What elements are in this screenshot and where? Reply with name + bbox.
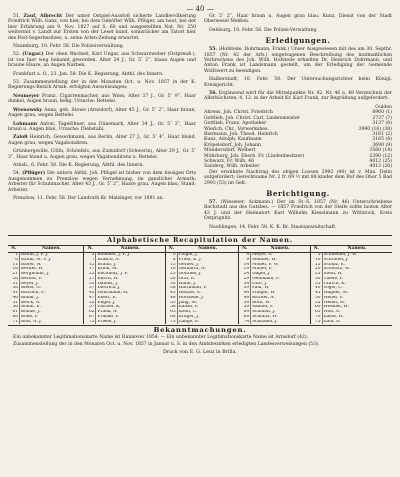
table-cell-name: Beyer, J.: [20, 282, 84, 287]
berichtigung-entry: [204, 225, 392, 230]
table-cell-number: 29: [239, 277, 251, 282]
table-cell-name: Meyer, S.: [251, 253, 310, 258]
table-cell-number: 13: [165, 263, 177, 268]
entry-text: Franz, Cigarrenmacher, aus Wien, Alter 37 J., Gr. 5″ 9‴, Haar dunkel, Augen braun, ledig. Ursache: Bettelei.: [8, 93, 196, 105]
table-cell-name: Bauer, W.: [20, 263, 84, 268]
table-cell-name: Baum, J. F. J.: [20, 253, 84, 258]
entry-text: Nauhlingen, 14. Febr. 58. K. K. Rr. Staatsanwaltschaft.: [209, 224, 337, 230]
table-cell-name: Wendt, H.: [323, 300, 346, 305]
table-cell-name: Bergmann, J.: [20, 272, 84, 277]
entry-name: (Ungar.): [22, 52, 44, 58]
table-cell-number: 64: [239, 310, 251, 315]
entry-text: Prenzlow, 11. Febr. 58. Der Landrath Kr. Malzinger, vor 1891 an.: [13, 195, 165, 201]
table-cell-name: Gerhardt, A.: [177, 267, 238, 272]
table-cell-name: Müller, F.: [251, 267, 310, 272]
table-row: [8, 320, 392, 325]
list-item-name: Biermann, Joh. Theod. Heinrich: [204, 131, 278, 137]
table-cell-name: Blank, J.: [20, 296, 84, 301]
list-item-name: Möhrburg, Joh. Eberh. Fr. (Lindenbesitzer): [204, 153, 305, 159]
entry-text: Grünbergsville, Cölln, Schönfels, aus Zuntzdorf (Schwerin), Alter 29 J., Gr. 5″ 3‴, Haar blond u. Augen grau, wegen Vagabondirens u. Bettelei.: [8, 149, 196, 160]
table-cell-name: Zaloß, H.: [323, 314, 344, 319]
list-item-name: Mündersdorf, Wolbert: [204, 148, 256, 154]
table-cell-number: 22: [84, 272, 96, 277]
table-cell-number: 60: [310, 305, 322, 310]
table-cell-name: Roth, W.: [251, 301, 310, 306]
entry-text: Halberstadt, 10. Febr. 58. Der Untersuchungsrichter beim Königl. Kreisgericht.: [204, 77, 392, 88]
table-cell-name: Wagner, M.: [323, 291, 349, 295]
table-cell-number: 15: [310, 263, 322, 268]
list-item-value: 4013 (26): [369, 164, 392, 170]
list-item-value: 3161 (2): [372, 131, 392, 137]
table-cell-name: Dohrmann, H.: [96, 291, 165, 296]
table-cell-name: Schnabel, J.: [251, 320, 310, 325]
entry-text: Die untern Abthl. Joh. Pflügel ist bisher von dem hiesigen Orts Ausgenommen zu Prenzlow wegen Vernehmung, im ganzlicher Armuth; Arbeiter für Schuhmacher. Alter 43 J., Gr. 5″ 2‴, Haare grau, Augen blau; Stand: Arbeiter.: [8, 171, 196, 193]
table-cell-number: 43: [165, 291, 177, 296]
list-item-name: Gottlieb, Joh. Christ. Carl, Lindenmeister: [204, 115, 300, 121]
table-cell-name: Frank, A.: [96, 310, 165, 315]
entry-text: Anna, geb. Stowe (Arnsdorf), Alter 45 J., Gr. 5″ 2‴, Haar braun, Augen grau, wegen Bettelei.: [8, 107, 196, 119]
table-cell-number: 27: [84, 277, 96, 282]
list-item-value: 4012 (25): [369, 158, 392, 164]
notice-entry: [8, 72, 196, 77]
list-item-value: 3137 (8): [372, 121, 392, 127]
lottery-note: Der erwähnte Nachtrag des obigen Loosen 2992 (40) ist v. Max. Delm aufgefordert; Gerechtsame Nr. 2 fr. 69 ½ mit 88 kinder dem Ruf des Ober 5 Bad 2993 (53) im Gelt.: [204, 169, 392, 186]
column-header: N.: [310, 246, 322, 253]
table-cell-number: 14: [239, 263, 251, 268]
table-cell-number: 40: [310, 286, 322, 291]
table-cell-number: 19: [239, 267, 251, 272]
notice-entry: [8, 94, 196, 105]
table-cell-number: 55: [310, 301, 322, 306]
entry-text: Arnsb., 6. Febr. 58. Die K. Regierung, Abthl. des Innern.: [13, 162, 144, 168]
table-cell-name: Möller, F. W.: [251, 263, 310, 268]
notice-entry: [8, 122, 196, 133]
table-cell-name: Pflüger, W.: [251, 291, 310, 296]
list-item-name: Gottlieb, Franz, Apotheker: [204, 121, 267, 127]
entry-name: Lohmann: [13, 121, 38, 127]
table-cell-name: Franke, F.: [96, 315, 165, 320]
table-cell-number: 53: [165, 301, 177, 306]
announcement-paragraph: Zusammenstellung der in den Monaten Oct. u. Nov. 1857 in Januar u. S. in den Amtsbezirken erledigten Landesverweisungen (53).: [13, 341, 320, 347]
table-cell-name: Sander, F.: [251, 305, 310, 310]
erledigung-entry: [204, 77, 392, 88]
list-item-name: Kunz, Adolph, Kaufmann: [204, 137, 262, 143]
table-cell-number: 66: [8, 315, 20, 320]
notice-entry: [8, 135, 196, 146]
table-cell-number: 52: [84, 301, 96, 306]
list-item-value: 8960 (1): [372, 110, 392, 116]
table-cell-name: Stein, H.: [323, 272, 343, 276]
table-cell-name: Brasch, A.: [96, 258, 165, 263]
notice-entry: Oelsburg, 10. Febr. 58. Die Polizei-Verwaltung.: [209, 27, 318, 33]
table-cell-name: Block, A.: [20, 301, 84, 306]
entry-text: Der oben Wachsel, Karl Ungar, aus Schwarzweber (Ostpreuß.), ist von hier weg bekannt geworden. Alter 24 J., Gr. 5″ 2‴, blaue Augen und braune Haare, an Augen Narben.: [8, 52, 196, 69]
table-cell-name: Bieler, G.: [20, 286, 84, 291]
list-item-value: 3690 (9): [372, 142, 392, 148]
table-cell-number: 17: [84, 267, 96, 272]
table-cell-number: 42: [84, 291, 96, 296]
entry-name: Neumeyer: [13, 93, 40, 99]
table-cell-name: Dahms, J.: [96, 282, 165, 287]
right-column: [204, 14, 392, 233]
table-cell-name: Schröder, J.: [323, 257, 349, 262]
table-cell-number: 32: [84, 282, 96, 287]
table-cell-number: 70: [310, 315, 322, 320]
table-cell-name: Neumann, F.: [251, 277, 310, 282]
erledigung-entry: [204, 91, 392, 102]
entry-text: Naumburg, 10. Febr. 58. Die Polizeiverwaltung.: [13, 44, 125, 50]
table-cell-number: 41: [8, 291, 20, 296]
table-cell-name: Hartmann, F.: [177, 286, 238, 291]
table-cell-name: Bolz, A. J.: [20, 320, 84, 325]
notice-entry: [8, 52, 196, 68]
entry-text: Der unter Ostpiel-Ausstoß sicherte Landbevölkerung Friedrich Wilh. Ganz, von hier, bei dem Gehöfter Wilh. Pflüger, am heut, bei der hier Erfahrung am 9. Nov. 1827 auf S. 60 und ausgestellten Nat. Nr. 250 weitermit v. Landt zur Ersten von der Leser kund, sonnstücker am Tatort hier des Post-Segerbesitzes, u. seine Arten-Zeitung erwartet.: [8, 14, 196, 41]
table-cell-number: 20: [310, 267, 322, 272]
table-cell-number: 36: [8, 286, 20, 291]
table-cell-number: 75: [310, 320, 322, 325]
table-cell-number: 62: [84, 310, 96, 315]
table-cell-number: 73: [165, 320, 177, 325]
table-cell-number: 8: [165, 258, 177, 263]
table-cell-name: Bischoff, F.: [20, 291, 84, 296]
table-cell-name: Flügel, J.: [177, 253, 238, 258]
table-cell-number: 12: [84, 263, 96, 268]
table-cell-name: Braun, J.: [96, 263, 165, 268]
table-cell-number: 21: [8, 272, 20, 277]
column-header: Namen.: [251, 246, 310, 253]
left-column: [8, 14, 196, 233]
table-cell-name: Bohne, J.: [20, 310, 84, 315]
table-cell-number: 37: [84, 286, 96, 291]
table-cell-name: Thiele, F.: [323, 276, 344, 281]
table-cell-number: 39: [239, 286, 251, 291]
table-cell-name: Krüger, J.: [177, 315, 238, 320]
table-cell-number: 30: [310, 277, 322, 282]
entry-text: Anton, Tagelöhner, aus Dänemark, Alter 34 J., Gr. 5″ 3‴, Haar braun u. Augen blau, Ursache: Diebstahl.: [8, 121, 196, 132]
table-cell-name: Jung, M.: [177, 301, 238, 306]
list-item-value: 2737 (7): [372, 115, 392, 121]
entry-number: 55.: [209, 47, 217, 53]
table-cell-number: 44: [239, 291, 251, 296]
list-item-value: 3165 (4): [372, 137, 392, 143]
table-cell-number: 38: [165, 286, 177, 291]
two-column-layout: [8, 14, 392, 233]
alphabetical-recap-table: [8, 246, 392, 324]
table-cell-number: 49: [239, 296, 251, 301]
table-cell-name: Ullrich, K.: [323, 281, 346, 286]
table-cell-number: 28: [165, 277, 177, 282]
table-cell-number: 69: [239, 315, 251, 320]
list-item-name: Kröpelsdorf, Joh. Johann: [204, 142, 261, 148]
table-cell-number: 6: [8, 258, 20, 263]
table-cell-name: Ebert, E.: [96, 296, 165, 301]
table-cell-name: Gerber, J.: [177, 263, 238, 268]
table-cell-number: 57: [84, 305, 96, 310]
table-cell-name: Hahn, J.: [177, 282, 238, 287]
table-cell-number: 10: [310, 258, 322, 263]
column-header: N.: [239, 246, 251, 253]
notice-entry: [8, 14, 196, 41]
list-item-name: Schwarz, Fr. Wilh. 46: [204, 158, 254, 164]
table-cell-number: 3: [165, 253, 177, 258]
berichtigung-entry: [204, 200, 392, 222]
entry-name: Zaloß: [13, 135, 28, 141]
table-cell-number: 24: [239, 272, 251, 277]
table-cell-name: Meßner, H.: [251, 258, 310, 263]
table-cell-name: Paul, W.: [251, 286, 310, 291]
entry-number: 53.: [13, 80, 21, 86]
entry-number: 57.: [209, 199, 217, 205]
table-cell-number: 18: [165, 267, 177, 272]
lottery-label: Gulden: [375, 104, 392, 110]
entry-name: Wrenowsky: [13, 107, 43, 113]
table-cell-name: Baum, M. F. J.: [20, 258, 84, 263]
notice-entry: [8, 80, 196, 91]
table-cell-name: Hofstede, J.: [177, 296, 238, 301]
table-cell-number: 46: [8, 296, 20, 301]
table-cell-name: Schneider, J. W.: [323, 252, 358, 257]
entry-text: (Hofstede, Dohrmann, Frank.) Unser Ausgewiesen mit des am 30. Septbr. 1857 (Nr. 42 der Arb.) eingetragenen Beschreibung des mutmaßlichen Verbrechens des Joh. Wilh. Hofstede erhielten Dr. Heinrich Dohrmann, und Anton Frank ist Landsmann gestellt, um der Erledigung der Gemeinde Wolfswert zu beendigen.: [204, 47, 392, 74]
table-cell-number: 59: [239, 305, 251, 310]
table-cell-number: 67: [84, 315, 96, 320]
table-cell-name: Kaiser, F.: [177, 305, 238, 310]
entry-name: Zauf, Albrecht: [23, 14, 63, 19]
table-cell-name: Schmitz, H.: [251, 315, 310, 320]
table-cell-number: 56: [8, 305, 20, 310]
table-cell-name: Wolf, A.: [323, 310, 341, 314]
table-cell-name: Fried, K. J.: [177, 258, 238, 263]
erledigungen-heading: Erledigungen.: [265, 36, 331, 46]
announcement-paragraph: Ein unbekannter Legitimationskarte Name ist Hannover 1854. — Ein unbekannter Legitimationskarte Name ist Arnsdorf (42).: [13, 335, 309, 341]
table-cell-number: 58: [165, 305, 177, 310]
table-cell-name: Bommer, J. F. J.: [96, 253, 165, 258]
table-cell-number: 51: [8, 301, 20, 306]
table-cell-name: Engel, J.: [96, 301, 165, 306]
table-cell-name: Schwarz, W.: [323, 267, 350, 272]
table-cell-name: Heinze, A.: [177, 291, 238, 296]
berichtigung-heading: Berichtigung.: [266, 188, 330, 198]
entry-number: 51.: [13, 14, 21, 19]
table-cell-name: Weber, F.: [323, 295, 344, 300]
notice-entry: [8, 171, 196, 193]
table-cell-name: Vogel, C.: [323, 286, 343, 291]
table-cell-name: Schmidt, J.: [251, 310, 310, 315]
table-cell-number: 61: [8, 310, 20, 315]
table-cell-name: Fischer, K.: [96, 305, 165, 310]
notice-entry: [8, 196, 196, 201]
entry-number: 52.: [13, 52, 21, 58]
table-cell-number: 45: [310, 291, 322, 296]
column-header: Namen.: [322, 246, 392, 253]
column-header: N.: [8, 246, 20, 253]
entry-number: 54.: [13, 171, 21, 177]
notice-entry: Gr. 5″ 2‴, Haar braun u. Augen grau blau. Kunz, Dienst von der Stadt Oberwesel Meißen.: [204, 14, 392, 25]
list-item-value: 3990 (16) (38): [358, 126, 392, 132]
table-cell-name: Wiesner, H.: [323, 305, 349, 310]
table-cell-number: 5: [310, 253, 322, 258]
table-cell-number: 2: [84, 253, 96, 258]
table-cell-number: 48: [165, 296, 177, 301]
table-cell-number: 7: [84, 258, 96, 263]
list-item-name: Wierich, Chr., Vorwerksbes.: [204, 126, 269, 132]
table-cell-number: 4: [239, 253, 251, 258]
table-cell-name: Dietrich, J.: [96, 286, 165, 291]
list-item-name: Ahrens, Joh. Christ. Friedrich: [204, 110, 273, 116]
table-cell-number: 1: [8, 253, 20, 258]
column-header: Namen.: [96, 246, 165, 253]
notice-entry: [8, 44, 196, 49]
table-cell-name: Graf, E.: [177, 277, 238, 282]
bekanntmachungen-section: [8, 335, 392, 347]
table-cell-number: 11: [8, 263, 20, 268]
table-cell-name: Otto, J.: [251, 282, 310, 287]
table-cell-name: Nagel, J.: [251, 272, 310, 277]
page-number: — 40 —: [186, 5, 214, 13]
entry-text: Zusammenstellung der in den Monaten Oct. u. Nov. 1857 in der K. Regierungs-Bezirk Arnsb. erfolgten Ausweisungen:: [8, 80, 196, 91]
entry-text: Heinrich, Gewerkmann, aus Berlin, Alter 27 J., Gr. 5″ 4‴, Haar blond, Augen grau, wegen Vagabondiren.: [8, 135, 196, 146]
table-cell-number: 50: [310, 296, 322, 301]
table-cell-number: 35: [310, 282, 322, 287]
table-cell-number: 63: [165, 310, 177, 315]
alphabetical-recap-title: Alphabetische Recapitulation der Namen.: [8, 235, 392, 246]
table-cell-number: 47: [84, 296, 96, 301]
table-cell-name: Berndt, F.: [20, 277, 84, 282]
document-page: [8, 5, 392, 467]
table-cell-name: Schulz, E.: [323, 262, 346, 267]
table-cell-name: Busch, H.: [96, 277, 165, 282]
table-cell-name: Klein, C.: [177, 310, 238, 315]
notice-entry: [8, 108, 196, 119]
list-item-value: 2390 (12): [369, 153, 392, 159]
table-cell-number: 68: [165, 315, 177, 320]
bekanntmachungen-heading: Bekanntmachungen.: [8, 325, 392, 335]
table-cell-name: Böhm, E.: [20, 305, 84, 310]
entry-name: (Pflüger): [22, 171, 46, 177]
list-item-name: Sanderg, Wilh. Arbeiter: [204, 164, 260, 170]
entry-text: Frankfurt a. O., 23. Jan. 58. Die K. Regierung, Abthl. des Innern.: [13, 71, 164, 77]
entry-text: (Wiesener, Ackmann.) Der im St.-S. 1857 (Nr. 46) Unterschriebene Bachstadt aus des Gutsbes. — 1857 Friedrich von der Stelle sollte lauten Alter 43 J. und der Heimatort Karl Wilhelm Kieselmann zu Wittstock, Kreis Ostprignitz.: [204, 199, 392, 222]
table-cell-number: 72: [84, 320, 96, 325]
table-cell-name: Becker, H.: [20, 267, 84, 272]
table-cell-name: Buchholz, J. F.: [96, 272, 165, 277]
entry-text: Ergänzend wird für die Mittelpunkte Nr. 42, Nr. 46 u. 48 Verzeichnis der Allerhöchsten, 4. 12. in der Arbeit Kr. Karl Frank, zur Begrüßung aufgefordert:: [204, 91, 392, 102]
notice-entry: [8, 149, 196, 160]
column-header: Namen.: [20, 246, 84, 253]
table-cell-name: Brink, M.: [96, 267, 165, 272]
list-item-value: 3560 (14): [369, 148, 392, 154]
table-cell-number: 54: [239, 301, 251, 306]
notice-entry: [8, 163, 196, 168]
table-cell-number: 16: [8, 267, 20, 272]
table-cell-name: Gottlieb, J.: [177, 272, 238, 277]
printer-footer: Druck von E. G. Lenz in Brilla.: [163, 350, 237, 356]
table-cell-name: Friese, J.: [96, 320, 165, 325]
column-header: N.: [165, 246, 177, 253]
table-cell-number: 34: [239, 282, 251, 287]
column-header: N.: [84, 246, 96, 253]
table-cell-number: 25: [310, 272, 322, 277]
erledigung-entry: [204, 47, 392, 74]
table-cell-name: Zauf, A.: [323, 319, 341, 324]
table-cell-name: Lange, E.: [177, 320, 238, 325]
table-cell-number: 65: [310, 310, 322, 315]
table-cell-name: Bolle, F.: [20, 315, 84, 320]
table-cell-name: Richter, A.: [251, 296, 310, 301]
table-cell-number: 26: [8, 277, 20, 282]
table-cell-number: 71: [8, 320, 20, 325]
table-cell-number: 23: [165, 272, 177, 277]
entry-number: 56.: [209, 91, 217, 97]
table-cell-number: 33: [165, 282, 177, 287]
column-header: Namen.: [177, 246, 238, 253]
table-cell-number: 9: [239, 258, 251, 263]
table-cell-number: 74: [239, 320, 251, 325]
table-cell-number: 31: [8, 282, 20, 287]
